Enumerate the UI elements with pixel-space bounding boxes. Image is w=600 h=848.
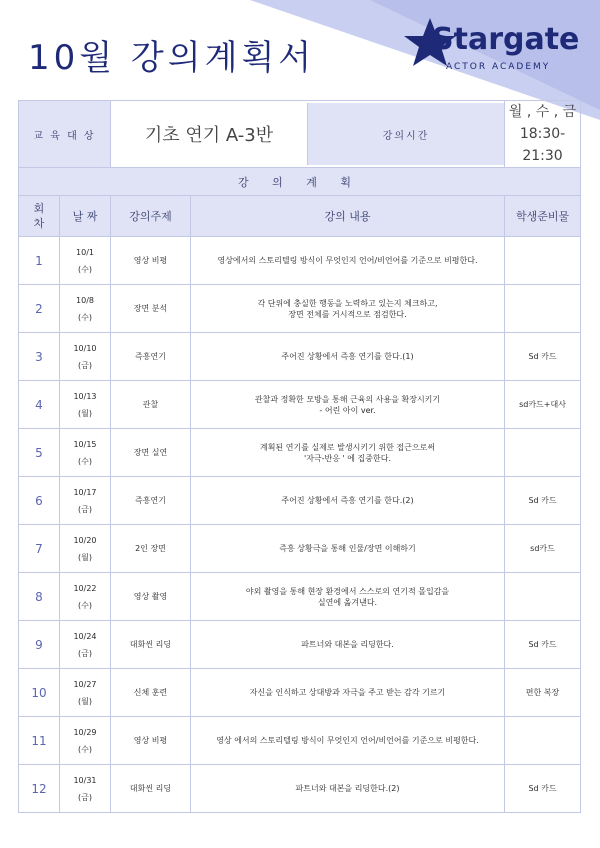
row-topic: 관찰 <box>111 381 191 429</box>
row-date <box>60 429 111 477</box>
row-content <box>191 765 505 813</box>
row-prep: Sd 카드 <box>505 621 581 669</box>
time-cell <box>505 101 581 168</box>
row-date-value: 10/15 <box>73 439 97 449</box>
row-content <box>191 669 505 717</box>
row-content-line2: 실연에 옮겨낸다. <box>317 597 378 607</box>
row-date-value: 10/10 <box>73 343 97 353</box>
row-date-value: 10/29 <box>73 727 97 737</box>
col-no <box>19 196 60 237</box>
row-day: (수) <box>78 264 92 274</box>
row-date <box>60 285 111 333</box>
table-row <box>19 669 581 717</box>
lecture-plan-table <box>18 100 581 813</box>
row-date <box>60 237 111 285</box>
row-no: 8 <box>19 573 60 621</box>
table-row <box>19 237 581 285</box>
row-prep: Sd 카드 <box>505 477 581 525</box>
time-label: 강의시간 <box>307 103 504 165</box>
row-content <box>191 381 505 429</box>
row-prep <box>505 237 581 285</box>
row-content <box>191 285 505 333</box>
row-content <box>191 237 505 285</box>
row-content-line1: 파트너와 대본을 리딩한다.(2) <box>295 784 400 793</box>
table-row <box>19 429 581 477</box>
row-content-line1: 영상 에서의 스토리텔링 방식이 무엇인지 언어/비언어를 기준으로 비평한다. <box>216 736 479 745</box>
row-prep: Sd 카드 <box>505 765 581 813</box>
row-date-value: 10/17 <box>73 487 97 497</box>
row-content-line2: 장면 전체를 거시적으로 점검한다. <box>288 309 407 319</box>
row-date <box>60 333 111 381</box>
section-row <box>19 168 581 196</box>
row-content <box>191 573 505 621</box>
row-no: 1 <box>19 237 60 285</box>
row-date <box>60 477 111 525</box>
row-no: 11 <box>19 717 60 765</box>
row-content-line1: 관찰과 정확한 모방을 통해 근육의 사용을 확장시키기 <box>254 394 441 404</box>
row-day: (월) <box>78 696 92 706</box>
table-row <box>19 381 581 429</box>
column-header-row <box>19 196 581 237</box>
row-no: 7 <box>19 525 60 573</box>
row-topic: 2인 장면 <box>111 525 191 573</box>
row-content-line1: 계획된 연기를 실제로 발생시키기 위한 접근으로써 <box>260 442 436 452</box>
row-topic: 즉흥연기 <box>111 477 191 525</box>
row-prep <box>505 285 581 333</box>
row-date <box>60 381 111 429</box>
row-no: 2 <box>19 285 60 333</box>
row-topic: 대화씬 리딩 <box>111 765 191 813</box>
target-label: 교 육 대 상 <box>19 101 111 168</box>
row-topic: 신체 훈련 <box>111 669 191 717</box>
row-prep: 편한 복장 <box>505 669 581 717</box>
row-date <box>60 669 111 717</box>
row-content-line2: - 어린 아이 ver. <box>319 405 376 415</box>
row-day: (수) <box>78 312 92 322</box>
row-date <box>60 573 111 621</box>
table-row <box>19 477 581 525</box>
col-prep: 학생준비물 <box>505 196 581 237</box>
table-row <box>19 285 581 333</box>
row-prep <box>505 429 581 477</box>
row-no: 6 <box>19 477 60 525</box>
row-day: (수) <box>78 456 92 466</box>
row-date-value: 10/20 <box>73 535 97 545</box>
table-row <box>19 621 581 669</box>
row-no: 9 <box>19 621 60 669</box>
row-no: 12 <box>19 765 60 813</box>
table-row <box>19 333 581 381</box>
col-no-label: 회차 <box>33 202 45 230</box>
col-content: 강의 내용 <box>191 196 505 237</box>
time-days: 월 , 수 , 금 <box>508 104 577 120</box>
row-content <box>191 717 505 765</box>
row-day: (월) <box>78 552 92 562</box>
row-content-line1: 각 단위에 충실한 행동을 노력하고 있는지 체크하고, <box>257 298 438 308</box>
row-content <box>191 429 505 477</box>
row-date <box>60 621 111 669</box>
row-no: 4 <box>19 381 60 429</box>
target-cell <box>111 101 505 168</box>
row-day: (금) <box>78 360 92 370</box>
row-topic: 대화씬 리딩 <box>111 621 191 669</box>
row-date-value: 10/1 <box>76 247 94 257</box>
table-row <box>19 573 581 621</box>
row-no: 10 <box>19 669 60 717</box>
table-row <box>19 525 581 573</box>
row-content <box>191 477 505 525</box>
section-title: 강 의 계 획 <box>19 168 581 196</box>
row-date-value: 10/24 <box>73 631 97 641</box>
row-prep <box>505 573 581 621</box>
row-date-value: 10/13 <box>73 391 97 401</box>
row-content <box>191 621 505 669</box>
row-content-line1: 영상에서의 스토리텔링 방식이 무엇인지 언어/비언어를 기준으로 비평한다. <box>217 256 478 265</box>
row-day: (수) <box>78 600 92 610</box>
row-prep: sd카드+대사 <box>505 381 581 429</box>
page-title: 10월 강의계획서 <box>28 38 316 78</box>
info-row <box>19 101 581 168</box>
row-content-line1: 파트너와 대본을 리딩한다. <box>301 640 394 649</box>
row-topic: 영상 촬영 <box>111 573 191 621</box>
row-content-line1: 즉흥 상황극을 통해 인물/장면 이해하기 <box>279 544 416 553</box>
row-date-value: 10/22 <box>73 583 97 593</box>
row-day: (금) <box>78 792 92 802</box>
time-hours: 18:30-21:30 <box>519 126 566 164</box>
col-date: 날 짜 <box>60 196 111 237</box>
row-topic: 즉흥연기 <box>111 333 191 381</box>
row-day: (금) <box>78 504 92 514</box>
row-content <box>191 525 505 573</box>
table-row <box>19 765 581 813</box>
row-prep <box>505 717 581 765</box>
row-content-line1: 주어진 상황에서 즉흥 연기를 한다.(2) <box>281 496 414 505</box>
row-date-value: 10/31 <box>73 775 97 785</box>
row-topic: 장면 분석 <box>111 285 191 333</box>
row-content-line1: 자신을 인식하고 상대방과 자극을 주고 받는 감각 기르기 <box>249 688 446 697</box>
row-date-value: 10/8 <box>76 295 94 305</box>
col-topic: 강의주제 <box>111 196 191 237</box>
target-value: 기초 연기 A-3반 <box>144 125 274 146</box>
row-date <box>60 765 111 813</box>
row-date <box>60 717 111 765</box>
row-date <box>60 525 111 573</box>
row-topic: 장면 실연 <box>111 429 191 477</box>
row-no: 5 <box>19 429 60 477</box>
row-day: (수) <box>78 744 92 754</box>
row-day: (금) <box>78 648 92 658</box>
table-row <box>19 717 581 765</box>
row-content-line1: 주어진 상황에서 즉흥 연기를 한다.(1) <box>281 352 414 361</box>
row-content-line2: '자극-반응 ' 에 집중한다. <box>304 453 392 463</box>
row-topic: 영상 비평 <box>111 717 191 765</box>
row-day: (월) <box>78 408 92 418</box>
row-prep: Sd 카드 <box>505 333 581 381</box>
row-no: 3 <box>19 333 60 381</box>
logo-subtitle: ACTOR ACADEMY <box>446 62 551 72</box>
row-topic: 영상 비평 <box>111 237 191 285</box>
row-date-value: 10/27 <box>73 679 97 689</box>
logo-wordmark: Stargate <box>432 22 580 57</box>
row-prep: sd카드 <box>505 525 581 573</box>
row-content <box>191 333 505 381</box>
row-content-line1: 야외 촬영을 통해 현장 환경에서 스스로의 연기적 몰입감을 <box>245 586 450 596</box>
